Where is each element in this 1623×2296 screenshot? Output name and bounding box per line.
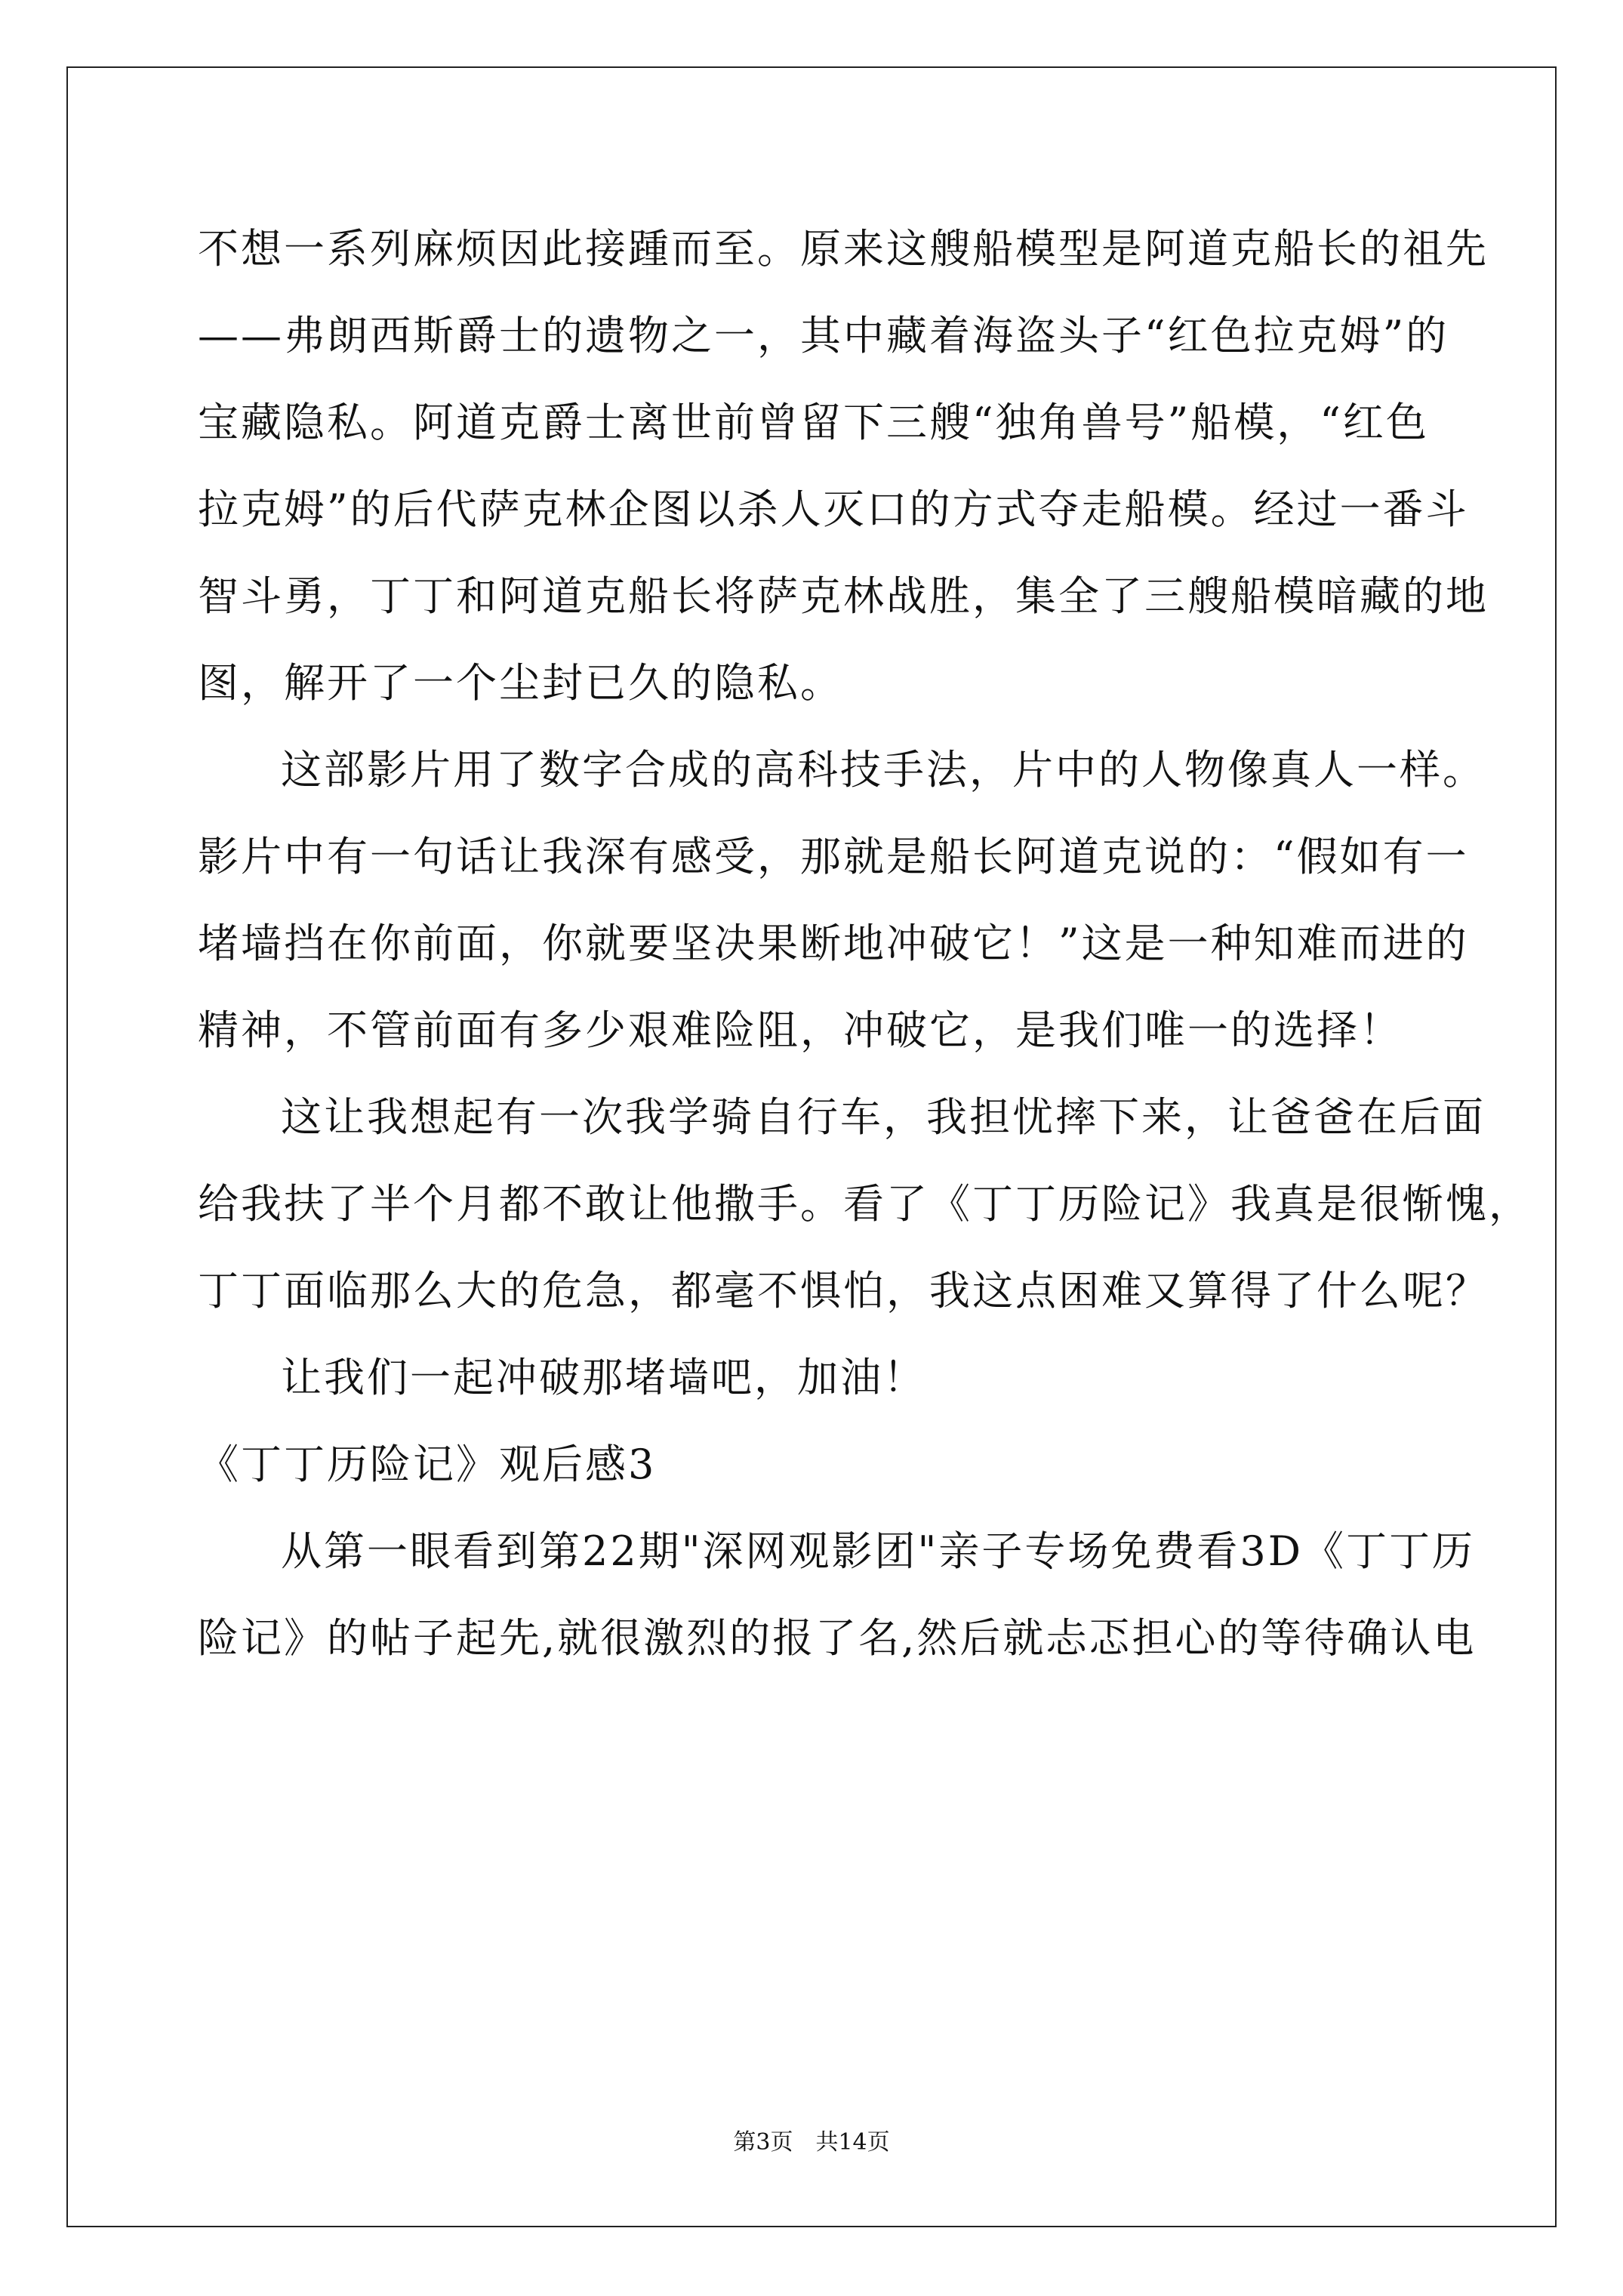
text-line: 险记》的帖子起先,就很激烈的报了名,然后就忐忑担心的等待确认电	[198, 1614, 1477, 1662]
page-border	[66, 66, 1557, 2227]
paragraph-start-line: 这部影片用了数字合成的高科技手法，片中的人物像真人一样。	[281, 746, 1486, 794]
text-line: 堵墙挡在你前面，你就要坚决果断地冲破它！”这是一种知难而进的	[198, 920, 1469, 967]
text-line: 丁丁面临那么大的危急，都毫不惧怕，我这点困难又算得了什么呢？	[198, 1267, 1489, 1314]
text-line: 精神，不管前面有多少艰难险阻，冲破它，是我们唯一的选择！	[198, 1006, 1403, 1054]
text-line: 宝藏隐私。阿道克爵士离世前曾留下三艘“独角兽号”船模，“红色	[198, 399, 1429, 446]
text-line: 图，解开了一个尘封已久的隐私。	[198, 659, 843, 707]
paragraph-start-line: 这让我想起有一次我学骑自行车，我担忧摔下来，让爸爸在后面	[281, 1093, 1486, 1141]
text-line: 给我扶了半个月都不敢让他撒手。看了《丁丁历险记》我真是很惭愧，	[198, 1180, 1532, 1228]
page-footer: 第3页 共14页	[733, 2129, 890, 2156]
section-heading: 《丁丁历险记》观后感3	[198, 1441, 657, 1488]
text-line: 不想一系列麻烦因此接踵而至。原来这艘船模型是阿道克船长的祖先	[198, 225, 1489, 273]
text-line: 影片中有一句话让我深有感受，那就是船长阿道克说的：“假如有一	[198, 833, 1469, 880]
text-line: 拉克姆”的后代萨克林企图以杀人灭口的方式夺走船模。经过一番斗	[198, 485, 1469, 533]
paragraph-start-line: 让我们一起冲破那堵墙吧，加油！	[281, 1354, 926, 1401]
text-line: ——弗朗西斯爵士的遗物之一，其中藏着海盗头子“红色拉克姆”的	[198, 312, 1449, 359]
text-line: 智斗勇，丁丁和阿道克船长将萨克林战胜，集全了三艘船模暗藏的地	[198, 572, 1489, 620]
paragraph-start-line: 从第一眼看到第22期"深网观影团"亲子专场免费看3D《丁丁历	[281, 1527, 1476, 1575]
